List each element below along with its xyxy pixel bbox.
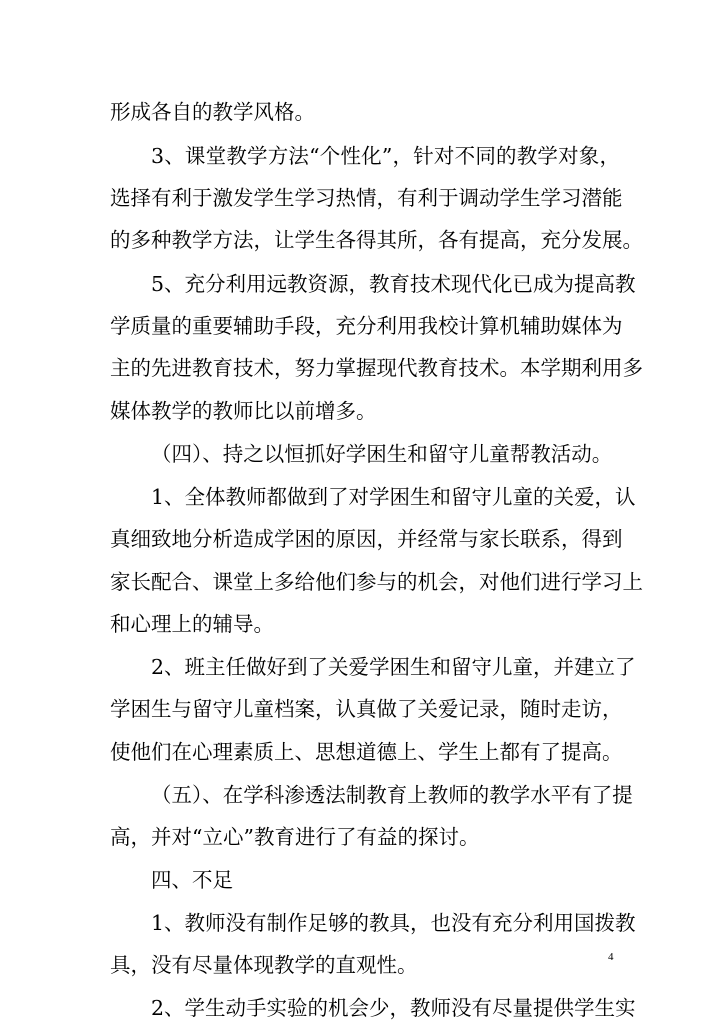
section-heading: （五）、在学科渗透法制教育上教师的教学水平有了提 bbox=[151, 783, 633, 807]
text-line: 学困生与留守儿童档案，认真做了关爱记录，随时走访， bbox=[110, 697, 623, 721]
section-heading: （四）、持之以恒抓好学困生和留守儿童帮教活动。 bbox=[151, 442, 613, 466]
text-line: 媒体教学的教师比以前增多。 bbox=[110, 399, 377, 423]
text-line: 2、学生动手实验的机会少，教师没有尽量提供学生实 bbox=[151, 996, 636, 1020]
text-line: 学质量的重要辅助手段，充分利用我校计算机辅助媒体为 bbox=[110, 314, 623, 338]
text-line: 和心理上的辅导。 bbox=[110, 612, 274, 636]
text-line: 高，并对“立心”教育进行了有益的探讨。 bbox=[110, 825, 480, 849]
text-line: 5、充分利用远教资源，教育技术现代化已成为提高教 bbox=[151, 272, 636, 296]
text-line: 的多种教学方法，让学生各得其所，各有提高，充分发展。 bbox=[110, 228, 643, 252]
text-line: 主的先进教育技术，努力掌握现代教育技术。本学期利用多 bbox=[110, 356, 643, 380]
text-line: 1、教师没有制作足够的教具，也没有充分利用国拨教 bbox=[151, 911, 636, 935]
page-number: 4 bbox=[608, 951, 614, 963]
text-line: 2、班主任做好到了关爱学困生和留守儿童，并建立了 bbox=[151, 655, 636, 679]
text-line: 家长配合、课堂上多给他们参与的机会，对他们进行学习上 bbox=[110, 570, 643, 594]
text-line: 3、课堂教学方法“个性化”，针对不同的教学对象， bbox=[151, 144, 620, 168]
text-line: 选择有利于激发学生学习热情，有利于调动学生学习潜能 bbox=[110, 186, 623, 210]
section-heading: 四、不足 bbox=[151, 868, 233, 892]
text-line: 使他们在心理素质上、思想道德上、学生上都有了提高。 bbox=[110, 740, 623, 764]
text-line: 形成各自的教学风格。 bbox=[110, 100, 315, 124]
text-line: 具，没有尽量体现教学的直观性。 bbox=[110, 953, 418, 977]
text-line: 1、全体教师都做到了对学困生和留守儿童的关爱，认 bbox=[151, 485, 636, 509]
text-line: 真细致地分析造成学困的原因，并经常与家长联系，得到 bbox=[110, 527, 623, 551]
